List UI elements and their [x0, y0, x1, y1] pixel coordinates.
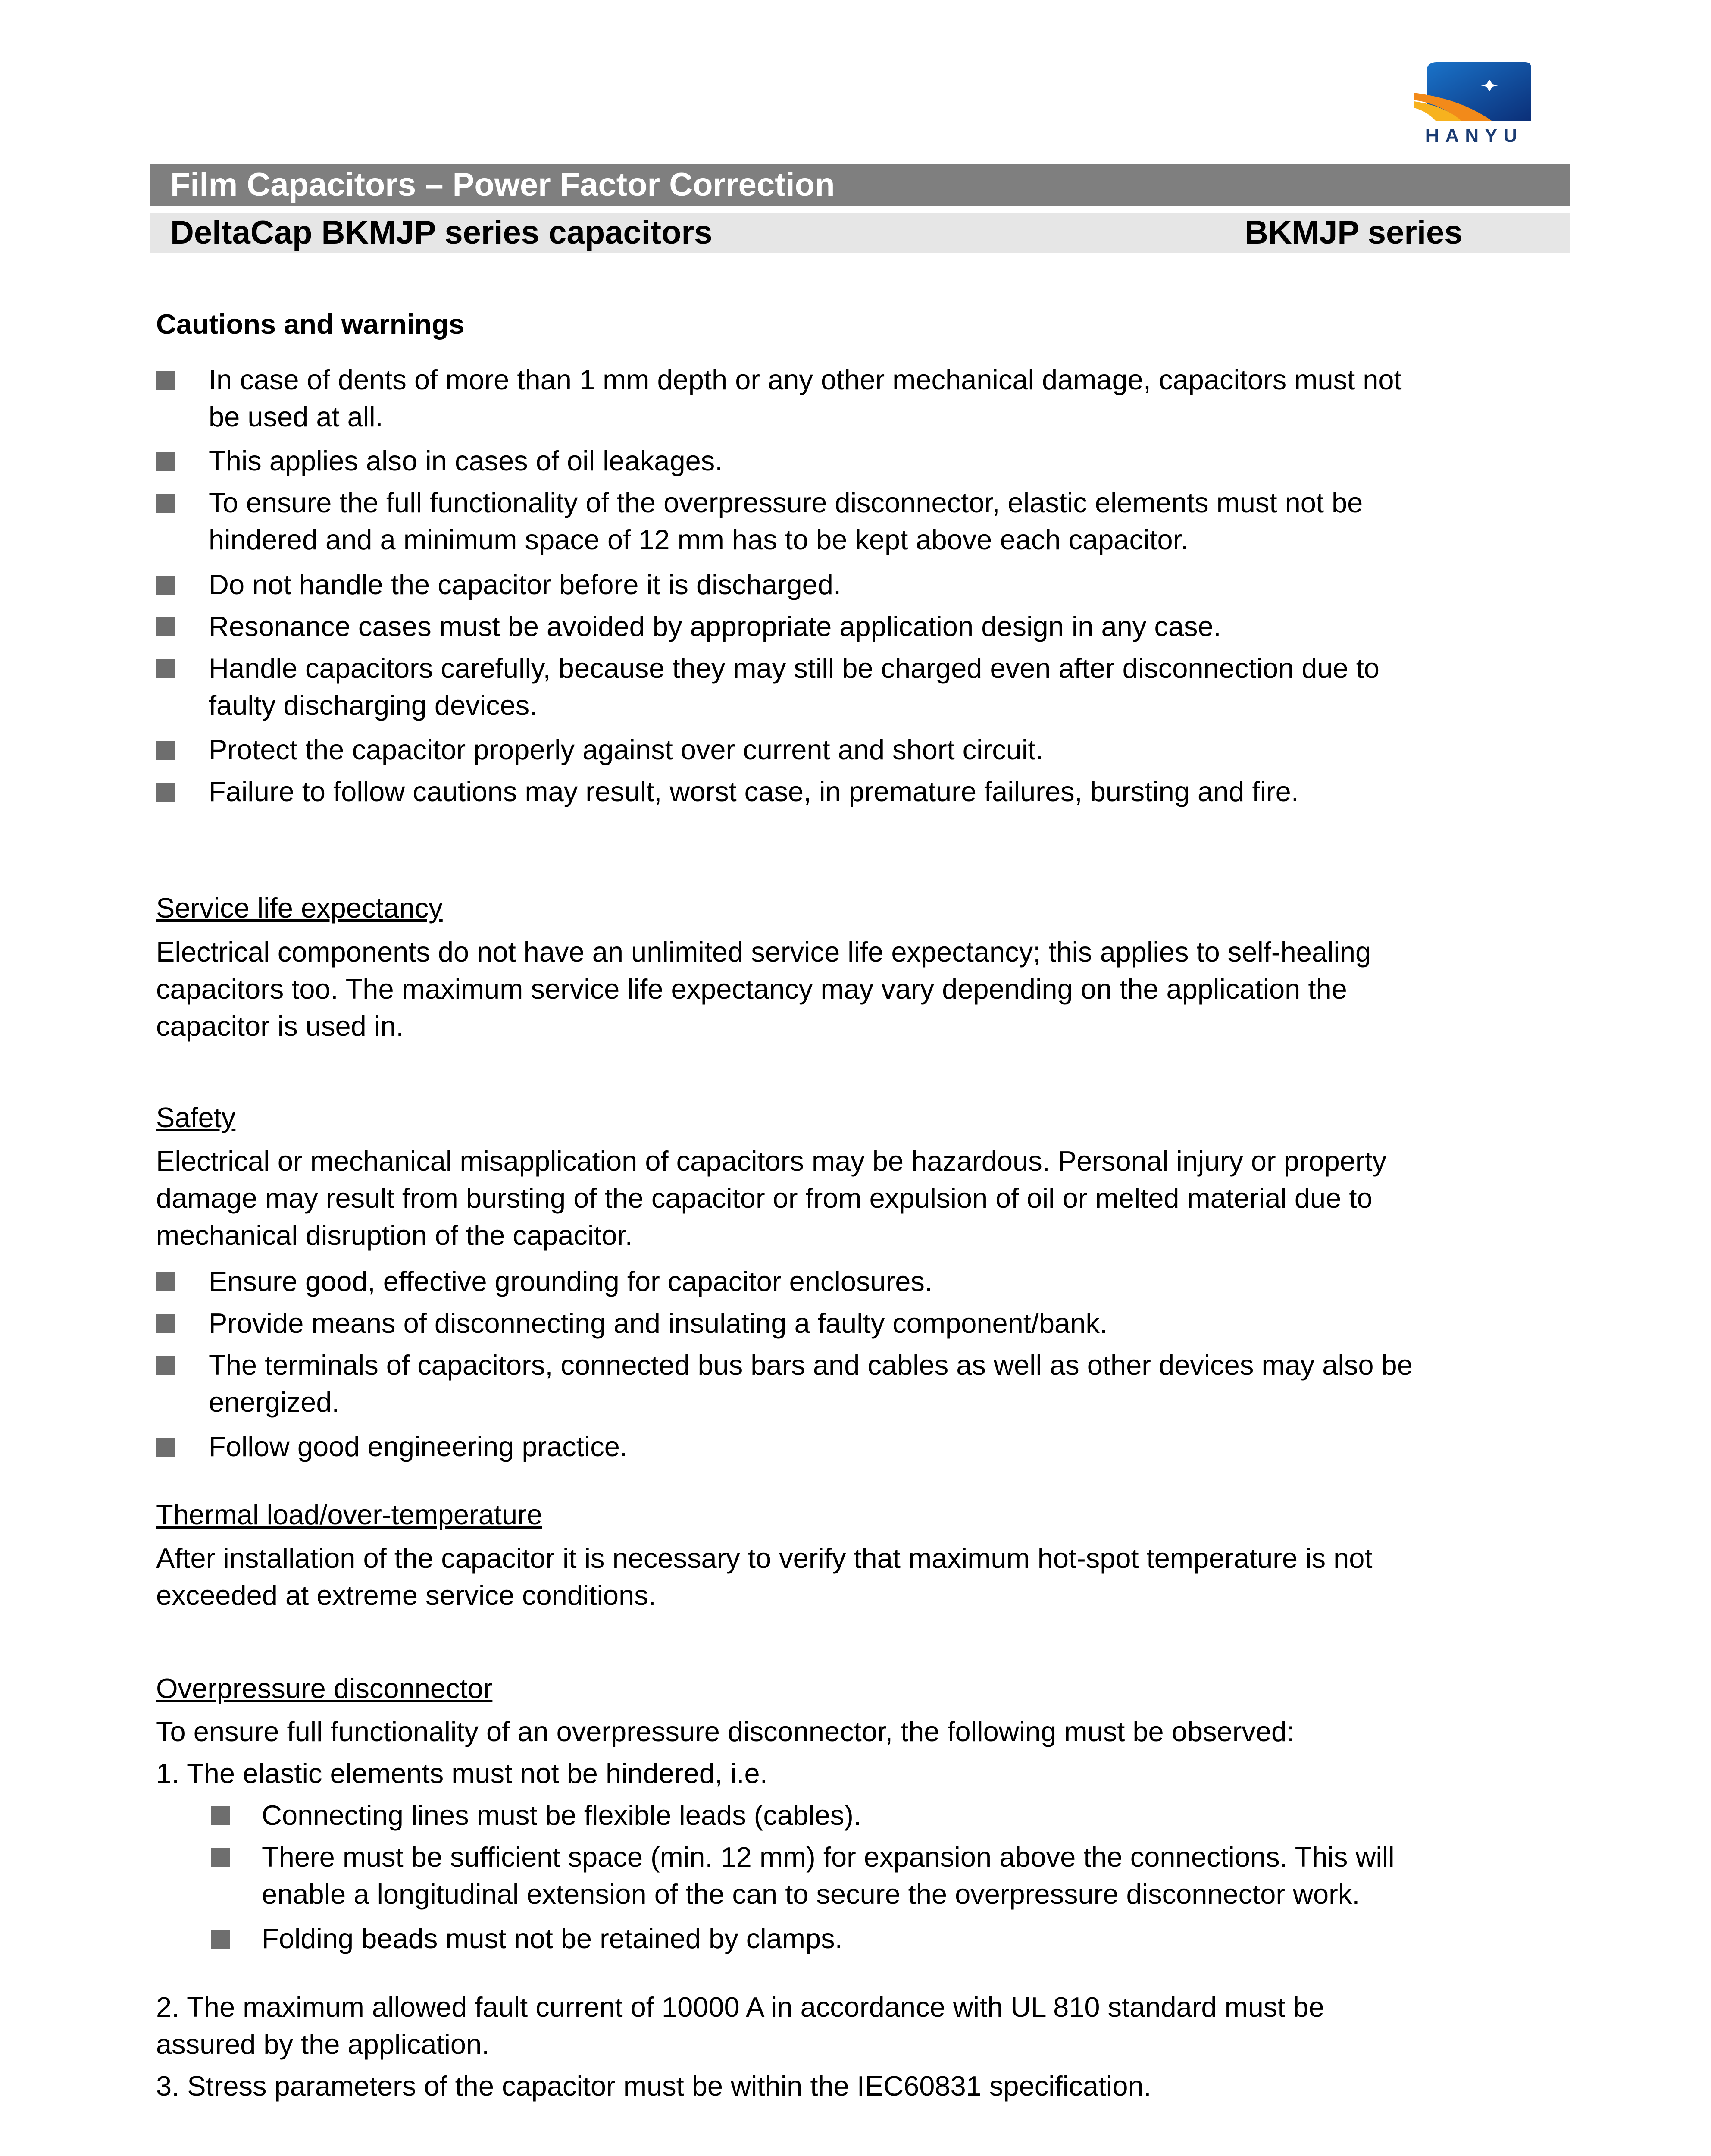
safety-line: Electrical or mechanical misapplication of capacitors may be hazardous. Personal injury or property	[156, 1145, 1387, 1177]
bullet-icon	[156, 617, 175, 636]
overpressure-intro: To ensure full functionality of an overpressure disconnector, the following must be observed:	[156, 1716, 1295, 1747]
bullet-icon	[156, 1272, 175, 1291]
caution-item: Do not handle the capacitor before it is discharged.	[209, 569, 841, 600]
caution-item: Protect the capacitor properly against over current and short circuit.	[209, 734, 1044, 765]
overpressure-heading: Overpressure disconnector	[156, 1673, 493, 1704]
service-life-line: Electrical components do not have an unlimited service life expectancy; this applies to self-healing	[156, 936, 1371, 968]
bullet-icon	[156, 1356, 175, 1375]
overpressure-sub-item: Connecting lines must be flexible leads (cables).	[262, 1799, 861, 1831]
safety-item: Follow good engineering practice.	[209, 1431, 628, 1462]
bullet-icon	[156, 1314, 175, 1333]
series-label: BKMJP series	[1245, 214, 1463, 251]
safety-heading: Safety	[156, 1102, 236, 1133]
service-life-line: capacitors too. The maximum service life expectancy may vary depending on the application the	[156, 973, 1347, 1005]
caution-item: be used at all.	[209, 401, 383, 432]
product-band	[150, 213, 1570, 253]
logo-text: HANYU	[1425, 125, 1523, 146]
cautions-heading: Cautions and warnings	[156, 308, 465, 340]
safety-line: mechanical disruption of the capacitor.	[156, 1219, 633, 1251]
bullet-icon	[211, 1848, 230, 1867]
thermal-line: After installation of the capacitor it is necessary to verify that maximum hot-spot temperature is not	[156, 1542, 1373, 1574]
bullet-icon	[211, 1806, 230, 1825]
bullet-icon	[156, 576, 175, 595]
overpressure-sub-item: There must be sufficient space (min. 12 mm) for expansion above the connections. This will	[262, 1841, 1395, 1873]
bullet-icon	[156, 783, 175, 802]
safety-item: energized.	[209, 1386, 340, 1418]
safety-item: Provide means of disconnecting and insulating a faulty component/bank.	[209, 1307, 1107, 1339]
service-life-line: capacitor is used in.	[156, 1010, 404, 1042]
caution-item: faulty discharging devices.	[209, 689, 538, 721]
bullet-icon	[156, 741, 175, 760]
hanyu-logo	[1410, 60, 1535, 151]
thermal-heading: Thermal load/over-temperature	[156, 1499, 542, 1530]
bullet-icon	[156, 1438, 175, 1457]
caution-item: To ensure the full functionality of the overpressure disconnector, elastic elements must not be	[209, 487, 1363, 518]
overpressure-sub-item: enable a longitudinal extension of the can to secure the overpressure disconnector work.	[262, 1878, 1360, 1910]
caution-item: This applies also in cases of oil leakages.	[209, 445, 723, 476]
caution-item: In case of dents of more than 1 mm depth or any other mechanical damage, capacitors must not	[209, 364, 1402, 395]
bullet-icon	[156, 452, 175, 471]
overpressure-point-2: 2. The maximum allowed fault current of 10000 A in accordance with UL 810 standard must be	[156, 1991, 1324, 2023]
product-title: DeltaCap BKMJP series capacitors	[170, 214, 713, 251]
overpressure-point-3: 3. Stress parameters of the capacitor must be within the IEC60831 specification.	[156, 2070, 1151, 2102]
caution-item: Resonance cases must be avoided by appropriate application design in any case.	[209, 611, 1221, 642]
bullet-icon	[211, 1930, 230, 1949]
caution-item: Failure to follow cautions may result, worst case, in premature failures, bursting and fire.	[209, 776, 1299, 807]
service-life-heading: Service life expectancy	[156, 892, 443, 924]
caution-item: Handle capacitors carefully, because they may still be charged even after disconnection due to	[209, 652, 1379, 684]
caution-item: hindered and a minimum space of 12 mm has to be kept above each capacitor.	[209, 524, 1189, 555]
logo-mark-icon	[1410, 60, 1535, 125]
category-band: Film Capacitors – Power Factor Correction	[150, 164, 1570, 206]
safety-line: damage may result from bursting of the capacitor or from expulsion of oil or melted material due to	[156, 1182, 1373, 1214]
bullet-icon	[156, 494, 175, 513]
overpressure-sub-item: Folding beads must not be retained by clamps.	[262, 1923, 843, 1954]
bullet-icon	[156, 371, 175, 390]
safety-item: The terminals of capacitors, connected bus bars and cables as well as other devices may also be	[209, 1349, 1413, 1381]
safety-item: Ensure good, effective grounding for capacitor enclosures.	[209, 1266, 932, 1297]
thermal-line: exceeded at extreme service conditions.	[156, 1579, 656, 1611]
overpressure-point-1: 1. The elastic elements must not be hindered, i.e.	[156, 1758, 768, 1789]
overpressure-point-2-cont: assured by the application.	[156, 2028, 490, 2060]
bullet-icon	[156, 659, 175, 678]
